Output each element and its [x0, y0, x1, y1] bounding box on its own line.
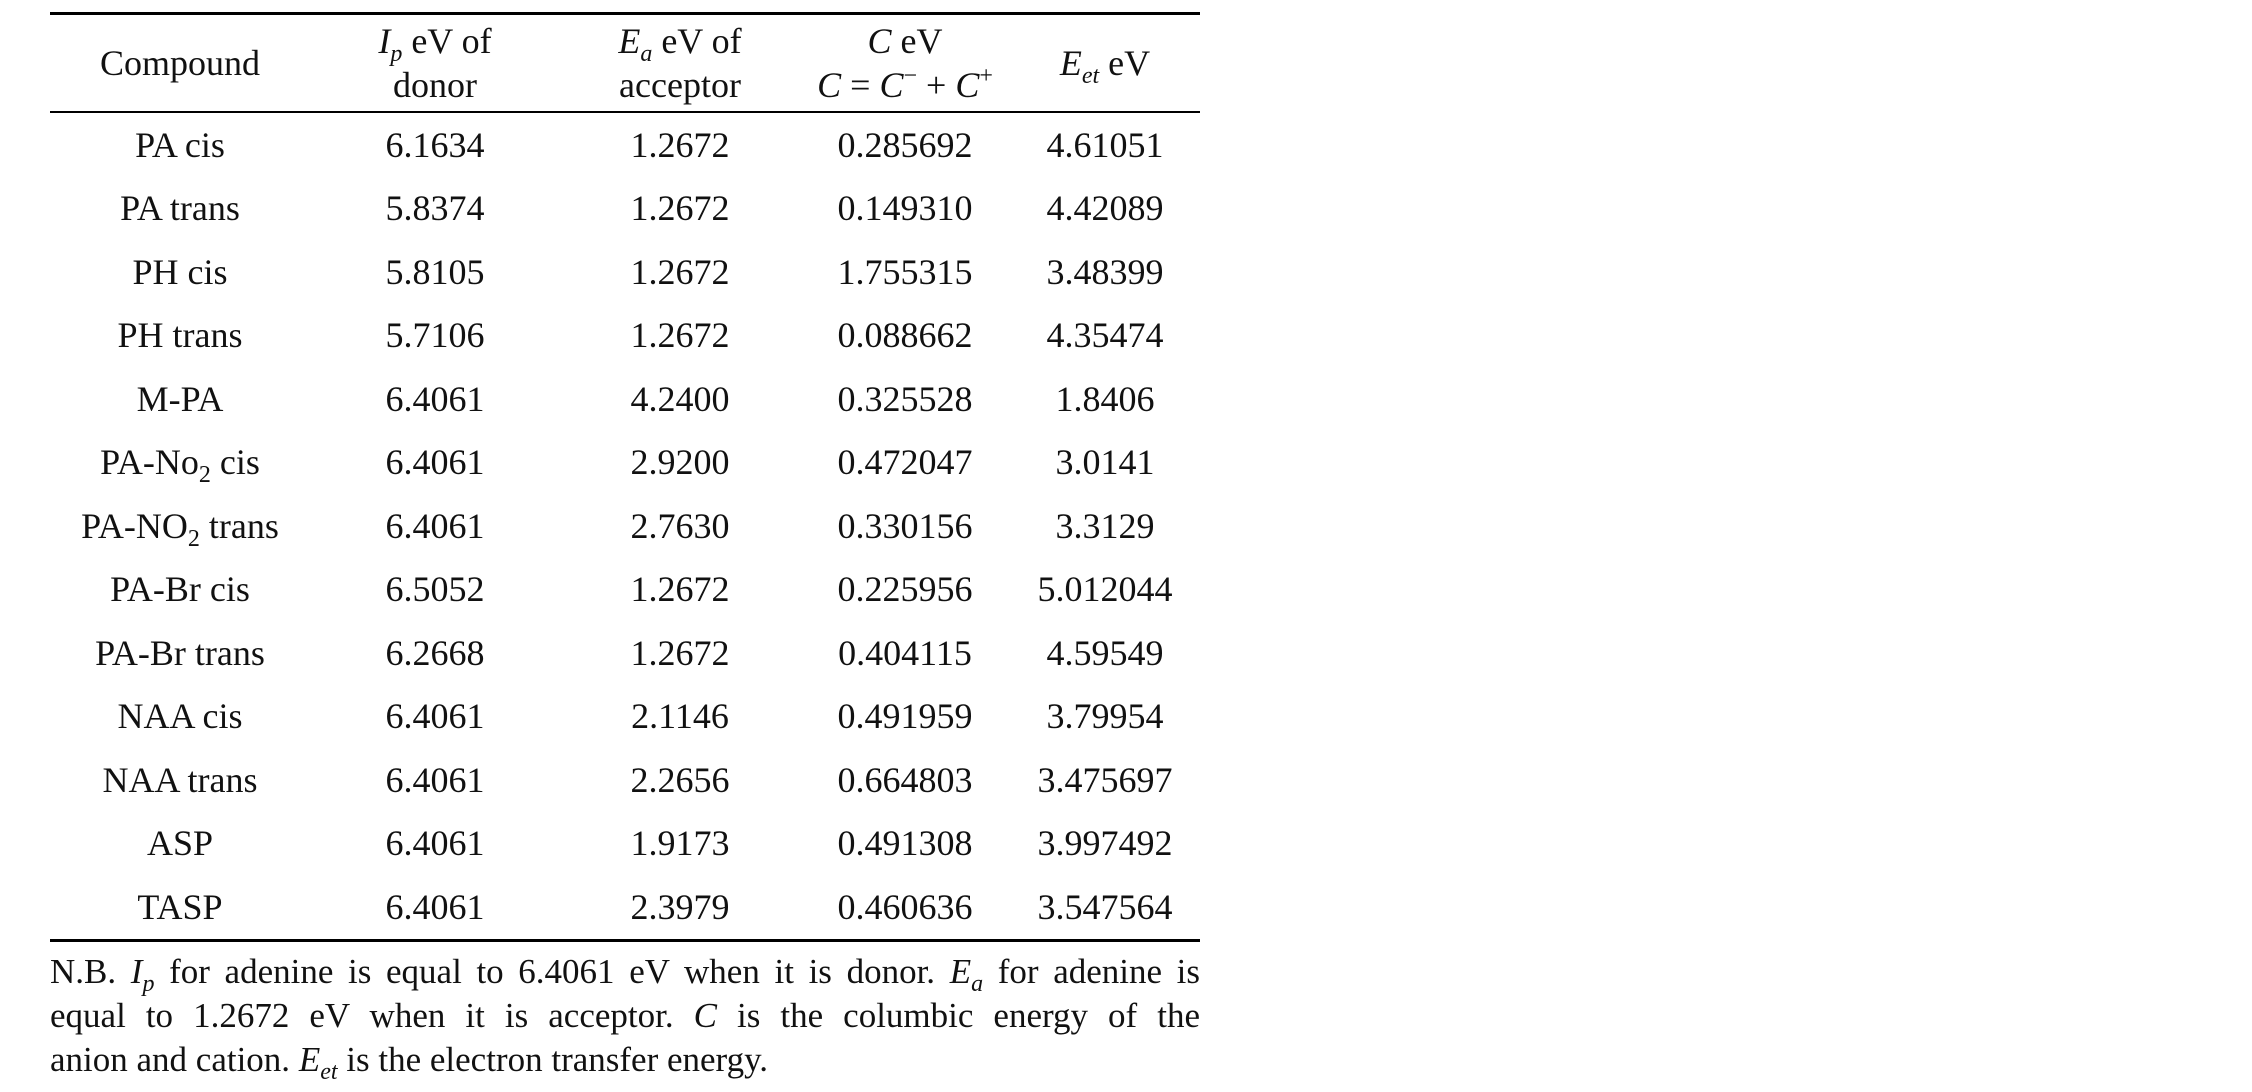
cell-compound: NAA trans	[102, 759, 258, 800]
cell-eet: 3.997492	[1037, 823, 1173, 864]
cell-ea: 1.2672	[630, 569, 730, 610]
table-row	[50, 112, 1200, 177]
cell-compound: PH trans	[117, 315, 243, 356]
cell-c: 0.325528	[837, 378, 973, 419]
table-row	[50, 177, 1200, 241]
cell-ip: 6.2668	[385, 632, 485, 673]
cell-compound: $PA-No_2$ cis	[100, 442, 260, 489]
cell-ip: 6.4061	[385, 823, 485, 864]
cell-c: 0.225956	[837, 569, 973, 610]
table-row	[50, 494, 1200, 558]
cell-compound: ASP	[146, 823, 214, 864]
footnote-line-1: N.B. $I_p$ for adenine is equal to 6.4061 eV when it is donor. $E_a$ for adenine is	[50, 952, 1201, 997]
cell-c: 0.664803	[837, 759, 973, 800]
table-row	[50, 558, 1200, 622]
cell-c: 1.755315	[837, 251, 973, 292]
cell-ip: 6.4061	[385, 378, 485, 419]
table-row	[50, 304, 1200, 368]
cell-ea: 1.2672	[630, 315, 730, 356]
cell-compound: PA-Br cis	[110, 569, 250, 610]
footnote-line-2: equal to 1.2672 eV when it is acceptor. C is the columbic energy of the	[50, 996, 1200, 1035]
table-row	[50, 812, 1200, 876]
cell-ip: 6.4061	[385, 442, 485, 483]
cell-ea: 2.2656	[630, 759, 730, 800]
cell-ea: 2.1146	[631, 696, 729, 737]
cell-c: 0.491308	[837, 823, 973, 864]
cell-compound: $PA-NO_2$ trans	[81, 505, 279, 552]
table-header-row	[50, 14, 1200, 113]
cell-eet: 3.48399	[1046, 251, 1164, 292]
energy-table	[50, 12, 1200, 942]
table-row	[50, 685, 1200, 749]
cell-ea: 1.2672	[630, 251, 730, 292]
header-ip: $I_p$ eV of donor	[378, 21, 492, 105]
header-c: C eV C = C− + C+	[817, 21, 993, 105]
cell-eet: 3.79954	[1046, 696, 1164, 737]
cell-c: 0.460636	[837, 886, 973, 927]
cell-ea: 1.2672	[630, 632, 730, 673]
cell-compound: PH cis	[132, 251, 228, 292]
cell-c: 0.088662	[837, 315, 973, 356]
cell-eet: 3.0141	[1055, 442, 1155, 483]
table-footnote	[50, 950, 1201, 1085]
cell-eet: 3.3129	[1055, 505, 1155, 546]
cell-ip: 5.7106	[385, 315, 485, 356]
header-ea: $E_a$ eV of acceptor	[618, 21, 742, 105]
cell-c: 0.491959	[837, 696, 973, 737]
cell-ip: 5.8105	[385, 251, 485, 292]
footnote-line-3: anion and cation. $E_{et}$ is the electron transfer energy.	[50, 1040, 769, 1085]
cell-ea: 1.2672	[630, 124, 730, 165]
cell-c: 0.404115	[838, 632, 972, 673]
cell-eet: 3.547564	[1037, 886, 1173, 927]
cell-ip: 5.8374	[385, 188, 485, 229]
cell-compound: NAA cis	[117, 696, 243, 737]
cell-compound: M-PA	[136, 378, 224, 419]
table-row	[50, 621, 1200, 685]
table-row	[50, 875, 1200, 940]
cell-compound: PA-Br trans	[95, 632, 265, 673]
header-compound: Compound	[99, 43, 260, 83]
cell-eet: 4.59549	[1046, 632, 1164, 673]
table-row	[50, 240, 1200, 304]
cell-compound: PA cis	[135, 124, 225, 165]
cell-c: 0.285692	[837, 124, 973, 165]
cell-ip: 6.4061	[385, 759, 485, 800]
cell-ea: 2.3979	[630, 886, 730, 927]
table-row	[50, 367, 1200, 431]
cell-ea: 1.2672	[630, 188, 730, 229]
cell-eet: 3.475697	[1037, 759, 1173, 800]
cell-ea: 2.7630	[630, 505, 730, 546]
cell-ip: 6.4061	[385, 505, 485, 546]
table-row	[50, 748, 1200, 812]
cell-eet: 4.61051	[1046, 124, 1164, 165]
cell-ip: 6.4061	[385, 886, 485, 927]
cell-eet: 1.8406	[1055, 378, 1155, 419]
cell-eet: 4.35474	[1046, 315, 1164, 356]
cell-c: 0.330156	[837, 505, 973, 546]
cell-compound: PA trans	[120, 188, 240, 229]
cell-ea: 2.9200	[630, 442, 730, 483]
cell-ip: 6.1634	[385, 124, 485, 165]
cell-eet: 4.42089	[1046, 188, 1164, 229]
table-body	[50, 112, 1200, 940]
cell-compound: TASP	[137, 886, 223, 927]
cell-eet: 5.012044	[1037, 569, 1173, 610]
cell-c: 0.472047	[837, 442, 973, 483]
cell-ea: 1.9173	[630, 823, 730, 864]
cell-ip: 6.5052	[385, 569, 485, 610]
table-row	[50, 431, 1200, 495]
data-table-container	[50, 12, 1200, 942]
cell-ea: 4.2400	[630, 378, 730, 419]
header-eet: $E_{et}$ eV	[1059, 43, 1151, 89]
cell-ip: 6.4061	[385, 696, 485, 737]
cell-c: 0.149310	[837, 188, 973, 229]
